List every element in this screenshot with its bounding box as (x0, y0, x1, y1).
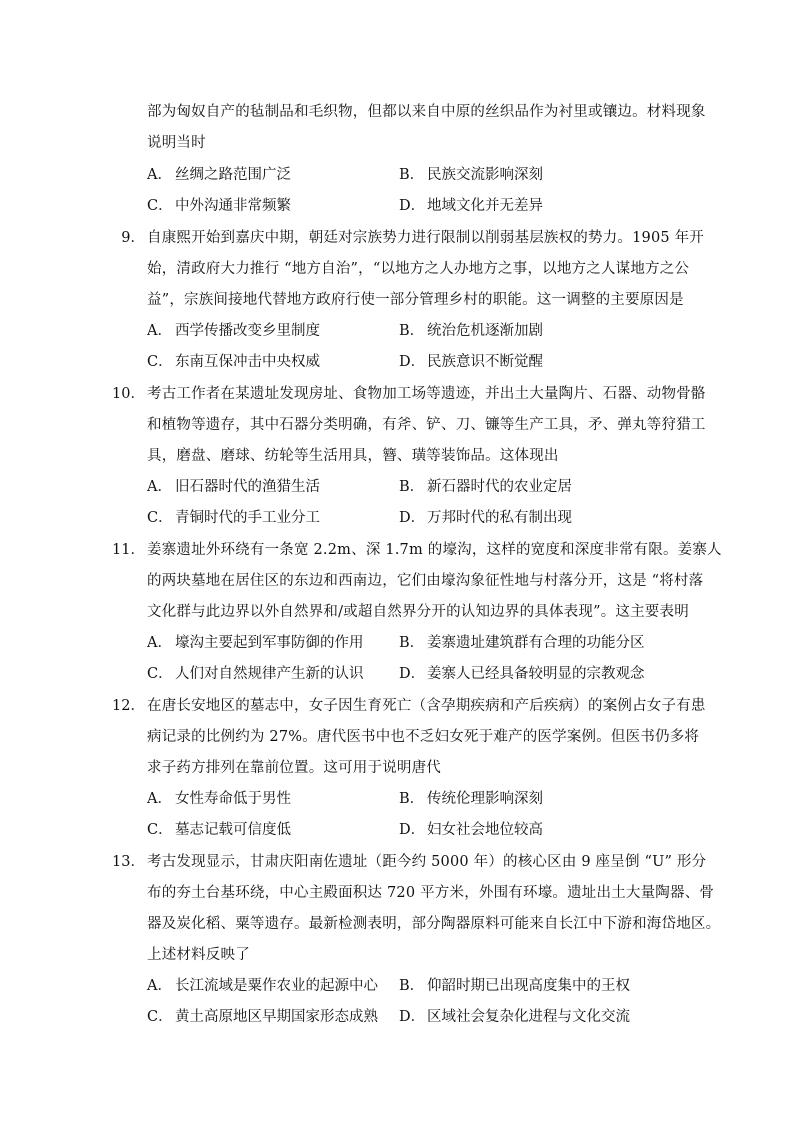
option-key: B． (399, 167, 425, 183)
q13-option-a (147, 976, 378, 996)
q11-line-3: 文化群与此边界以外自然界和/或超自然界分开的认知边界的具体表现”。这主要表明 (147, 604, 689, 620)
q9-number: 9． (121, 230, 145, 246)
q10-line-1: 考古工作者在某遗址发现房址、食物加工场等遗迹，并出土大量陶片、石器、动物骨骼 (147, 386, 706, 402)
option-text: 墓志记载可信度低 (175, 822, 291, 838)
option-key: A． (147, 978, 172, 994)
q12-number: 12． (112, 698, 145, 714)
q10-option-a (147, 477, 320, 497)
q13-option-c (147, 1007, 378, 1027)
q9-line-1: 自康熙开始到嘉庆中期，朝廷对宗族势力进行限制以削弱基层族权的势力。1905 年开 (147, 230, 705, 246)
option-key: D． (399, 510, 426, 526)
option-text: 黄土高原地区早期国家形态成熟 (175, 1009, 378, 1025)
q8-option-c (147, 196, 291, 216)
q13-line-3: 器及炭化稻、粟等遗存。最新检测表明，部分陶器原料可能来自长江中下游和海岱地区。 (147, 916, 721, 932)
option-text: 西学传播改变乡里制度 (175, 323, 320, 339)
option-key: A． (147, 323, 172, 339)
q10-option-b (399, 477, 572, 497)
option-text: 长江流域是粟作农业的起源中心 (175, 978, 378, 994)
q12-option-c (147, 820, 291, 840)
q9-option-b (399, 321, 543, 341)
option-text: 地域文化并无差异 (427, 198, 543, 214)
q12-line-3: 求子药方排列在靠前位置。这可用于说明唐代 (147, 760, 441, 776)
option-text: 青铜时代的手工业分工 (175, 510, 320, 526)
option-key: C． (147, 510, 173, 526)
option-key: C． (147, 198, 173, 214)
option-text: 旧石器时代的渔猎生活 (175, 479, 320, 495)
q12-option-d (399, 820, 543, 840)
q11-line-1: 姜寨遗址外环绕有一条宽 2.2m、深 1.7m 的壕沟，这样的宽度和深度非常有限。姜寨人 (147, 542, 722, 558)
option-key: C． (147, 354, 173, 370)
option-text: 东南互保冲击中央权威 (175, 354, 320, 370)
option-key: C． (147, 822, 173, 838)
option-text: 女性寿命低于男性 (175, 791, 291, 807)
option-key: C． (147, 1009, 173, 1025)
option-text: 妇女社会地位较高 (427, 822, 543, 838)
q9-option-c (147, 352, 320, 372)
option-text: 仰韶时期已出现高度集中的王权 (427, 978, 630, 994)
option-text: 民族交流影响深刻 (427, 167, 543, 183)
q11-number: 11． (112, 542, 145, 558)
q9-option-a (147, 321, 320, 341)
q13-number: 13． (112, 854, 145, 870)
q11-option-d (399, 664, 645, 684)
option-key: D． (399, 822, 426, 838)
q10-line-2: 和植物等遗存，其中石器分类明确，有斧、铲、刀、镰等生产工具，矛、弹丸等狩猎工 (147, 417, 706, 433)
option-text: 新石器时代的农业定居 (427, 479, 572, 495)
option-text: 民族意识不断觉醒 (427, 354, 543, 370)
option-key: B． (399, 323, 425, 339)
q10-number: 10． (112, 386, 145, 402)
option-key: D． (399, 354, 426, 370)
q11-option-b (399, 633, 645, 653)
q8-line-1: 部为匈奴自产的毡制品和毛织物，但都以来自中原的丝织品作为衬里或镶边。材料现象 (147, 104, 706, 120)
q13-option-b (399, 976, 630, 996)
option-text: 人们对自然规律产生新的认识 (175, 666, 364, 682)
q8-option-b (399, 165, 543, 185)
q9-line-3: 益”，宗族间接地代替地方政府行使一部分管理乡村的职能。这一调整的主要原因是 (147, 292, 684, 308)
q12-line-2: 病记录的比例约为 27%。唐代医书中也不乏妇女死于难产的医学案例。但医书仍多将 (147, 729, 700, 745)
option-text: 万邦时代的私有制出现 (427, 510, 572, 526)
option-key: B． (399, 479, 425, 495)
option-text: 壕沟主要起到军事防御的作用 (175, 635, 364, 651)
option-key: C． (147, 666, 173, 682)
q13-option-d (399, 1007, 630, 1027)
option-key: D． (399, 1009, 426, 1025)
option-key: A． (147, 791, 172, 807)
q11-option-c (147, 664, 364, 684)
option-key: B． (399, 635, 425, 651)
q12-line-1: 在唐长安地区的墓志中，女子因生育死亡（含孕期疾病和产后疾病）的案例占女子有患 (147, 698, 706, 714)
option-key: A． (147, 167, 172, 183)
option-key: B． (399, 791, 425, 807)
option-text: 姜寨遗址建筑群有合理的功能分区 (427, 635, 645, 651)
option-key: A． (147, 479, 172, 495)
option-key: B． (399, 978, 425, 994)
option-key: D． (399, 198, 426, 214)
option-text: 丝绸之路范围广泛 (175, 167, 291, 183)
q11-line-2: 的两块墓地在居住区的东边和西南边，它们由壕沟象征性地与村落分开，这是 “将村落 (147, 573, 704, 589)
q11-option-a (147, 633, 364, 653)
option-text: 区域社会复杂化进程与文化交流 (427, 1009, 630, 1025)
option-text: 姜寨人已经具备较明显的宗教观念 (427, 666, 645, 682)
q12-option-a (147, 789, 291, 809)
q10-option-d (399, 508, 572, 528)
q8-option-a (147, 165, 291, 185)
q13-line-4: 上述材料反映了 (147, 947, 250, 963)
q13-line-1: 考古发现显示，甘肃庆阳南佐遗址（距今约 5000 年）的核心区由 9 座呈倒 “U” 形分 (147, 854, 707, 870)
q8-option-d (399, 196, 543, 216)
q8-line-2: 说明当时 (147, 135, 206, 151)
option-key: A． (147, 635, 172, 651)
q9-line-2: 始，清政府大力推行 “地方自治”，“以地方之人办地方之事，以地方之人谋地方之公 (147, 261, 690, 277)
q12-option-b (399, 789, 543, 809)
q13-line-2: 布的夯土台基环绕，中心主殿面积达 720 平方米，外围有环壕。遗址出土大量陶器、骨 (147, 885, 715, 901)
q10-option-c (147, 508, 320, 528)
option-key: D． (399, 666, 426, 682)
option-text: 中外沟通非常频繁 (175, 198, 291, 214)
option-text: 统治危机逐渐加剧 (427, 323, 543, 339)
option-text: 传统伦理影响深刻 (427, 791, 543, 807)
q10-line-3: 具，磨盘、磨球、纺轮等生活用具，簪、璜等装饰品。这体现出 (147, 448, 559, 464)
q9-option-d (399, 352, 543, 372)
